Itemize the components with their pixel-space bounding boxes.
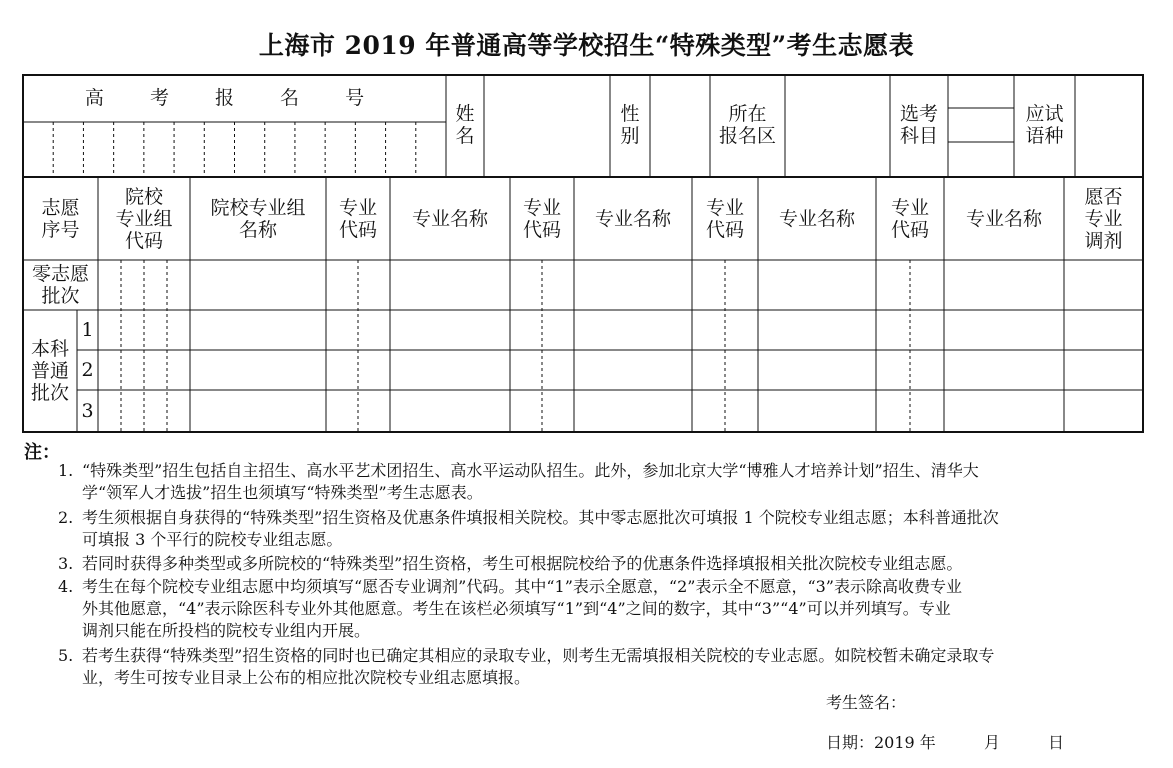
note-4: 4. 考生在每个院校专业组志愿中均须填写“愿否专业调剂”代码。其中“1”表示全愿意，“2”表示全不愿意，“3”表示除高收费专业 外其他愿意，“4”表示除医科专业外其他愿意。考生在该栏必须填写“1”到“4”之间的数字，其中“3”“4”可以并列填写。专业 调剂只能在所投档的院校专业组内开展。 [58, 577, 962, 640]
month-label: 月 [984, 733, 1001, 752]
row-number-1: 1 [81, 319, 94, 341]
district-field[interactable] [785, 76, 890, 176]
subject-label: 选考 科目 [899, 103, 938, 147]
note-3: 3. 若同时获得多种类型或多所院校的“特殊类型”招生资格，考生可根据院校给予的优惠条件选择填报相关批次院校专业组志愿。 [58, 554, 963, 573]
note-5: 5. 若考生获得“特殊类型”招生资格的同时也已确定其相应的录取专业，则考生无需填报相关院校的专业志愿。如院校暂未确定录取专 业，考生可按专业目录上公布的相应批次院校专业组志愿填报。 [58, 646, 995, 687]
row-undergrad-batch: 本科 普通 批次 [30, 338, 69, 404]
col-major-name-2: 专业名称 [594, 207, 671, 230]
gender-label: 性 别 [620, 103, 640, 147]
name-field[interactable] [484, 76, 610, 176]
note-2: 2. 考生须根据自身获得的“特殊类型”招生资格及优惠条件填报相关院校。其中零志愿批次可填报 1 个院校专业组志愿；本科普通批次 可填报 3 个平行的院校专业组志愿。 [58, 508, 999, 549]
district-label: 所在 报名区 [718, 103, 776, 147]
signature-label: 考生签名： [826, 693, 907, 712]
col-major-code-4: 专业 代码 [890, 196, 929, 241]
gender-field[interactable] [650, 76, 710, 176]
language-field[interactable] [1075, 76, 1142, 176]
col-major-name-4: 专业名称 [965, 207, 1042, 230]
col-major-code-2: 专业 代码 [522, 196, 561, 241]
col-group-name: 院校专业组 名称 [210, 196, 306, 241]
date-label: 日期：2019 年 [826, 733, 936, 752]
language-label: 应试 语种 [1025, 103, 1064, 147]
col-major-code-3: 专业 代码 [705, 196, 744, 241]
exam-number-label: 高 考 报 名 号 [84, 87, 385, 109]
row-number-3: 3 [81, 400, 94, 422]
day-label: 日 [1048, 733, 1065, 752]
col-major-name-3: 专业名称 [778, 207, 855, 230]
col-major-code-1: 专业 代码 [338, 196, 377, 241]
row-zero-batch: 零志愿 批次 [31, 263, 89, 307]
row-number-2: 2 [81, 359, 94, 381]
notes-heading: 注： [24, 442, 60, 463]
col-adjust: 愿否 专业 调剂 [1084, 185, 1123, 252]
note-1: 1. “特殊类型”招生包括自主招生、高水平艺术团招生、高水平运动队招生。此外，参加北京大学“博雅人才培养计划”招生、清华大 学“领军人才选拔”招生也须填写“特殊类型”考生志愿表。 [58, 461, 979, 502]
col-major-name-1: 专业名称 [411, 207, 488, 230]
col-seq: 志愿 序号 [41, 196, 80, 241]
col-group-code: 院校 专业组 代码 [115, 185, 173, 252]
form-title: 上海市 2019 年普通高等学校招生“特殊类型”考生志愿表 [258, 31, 915, 60]
name-label: 姓 名 [455, 103, 475, 147]
